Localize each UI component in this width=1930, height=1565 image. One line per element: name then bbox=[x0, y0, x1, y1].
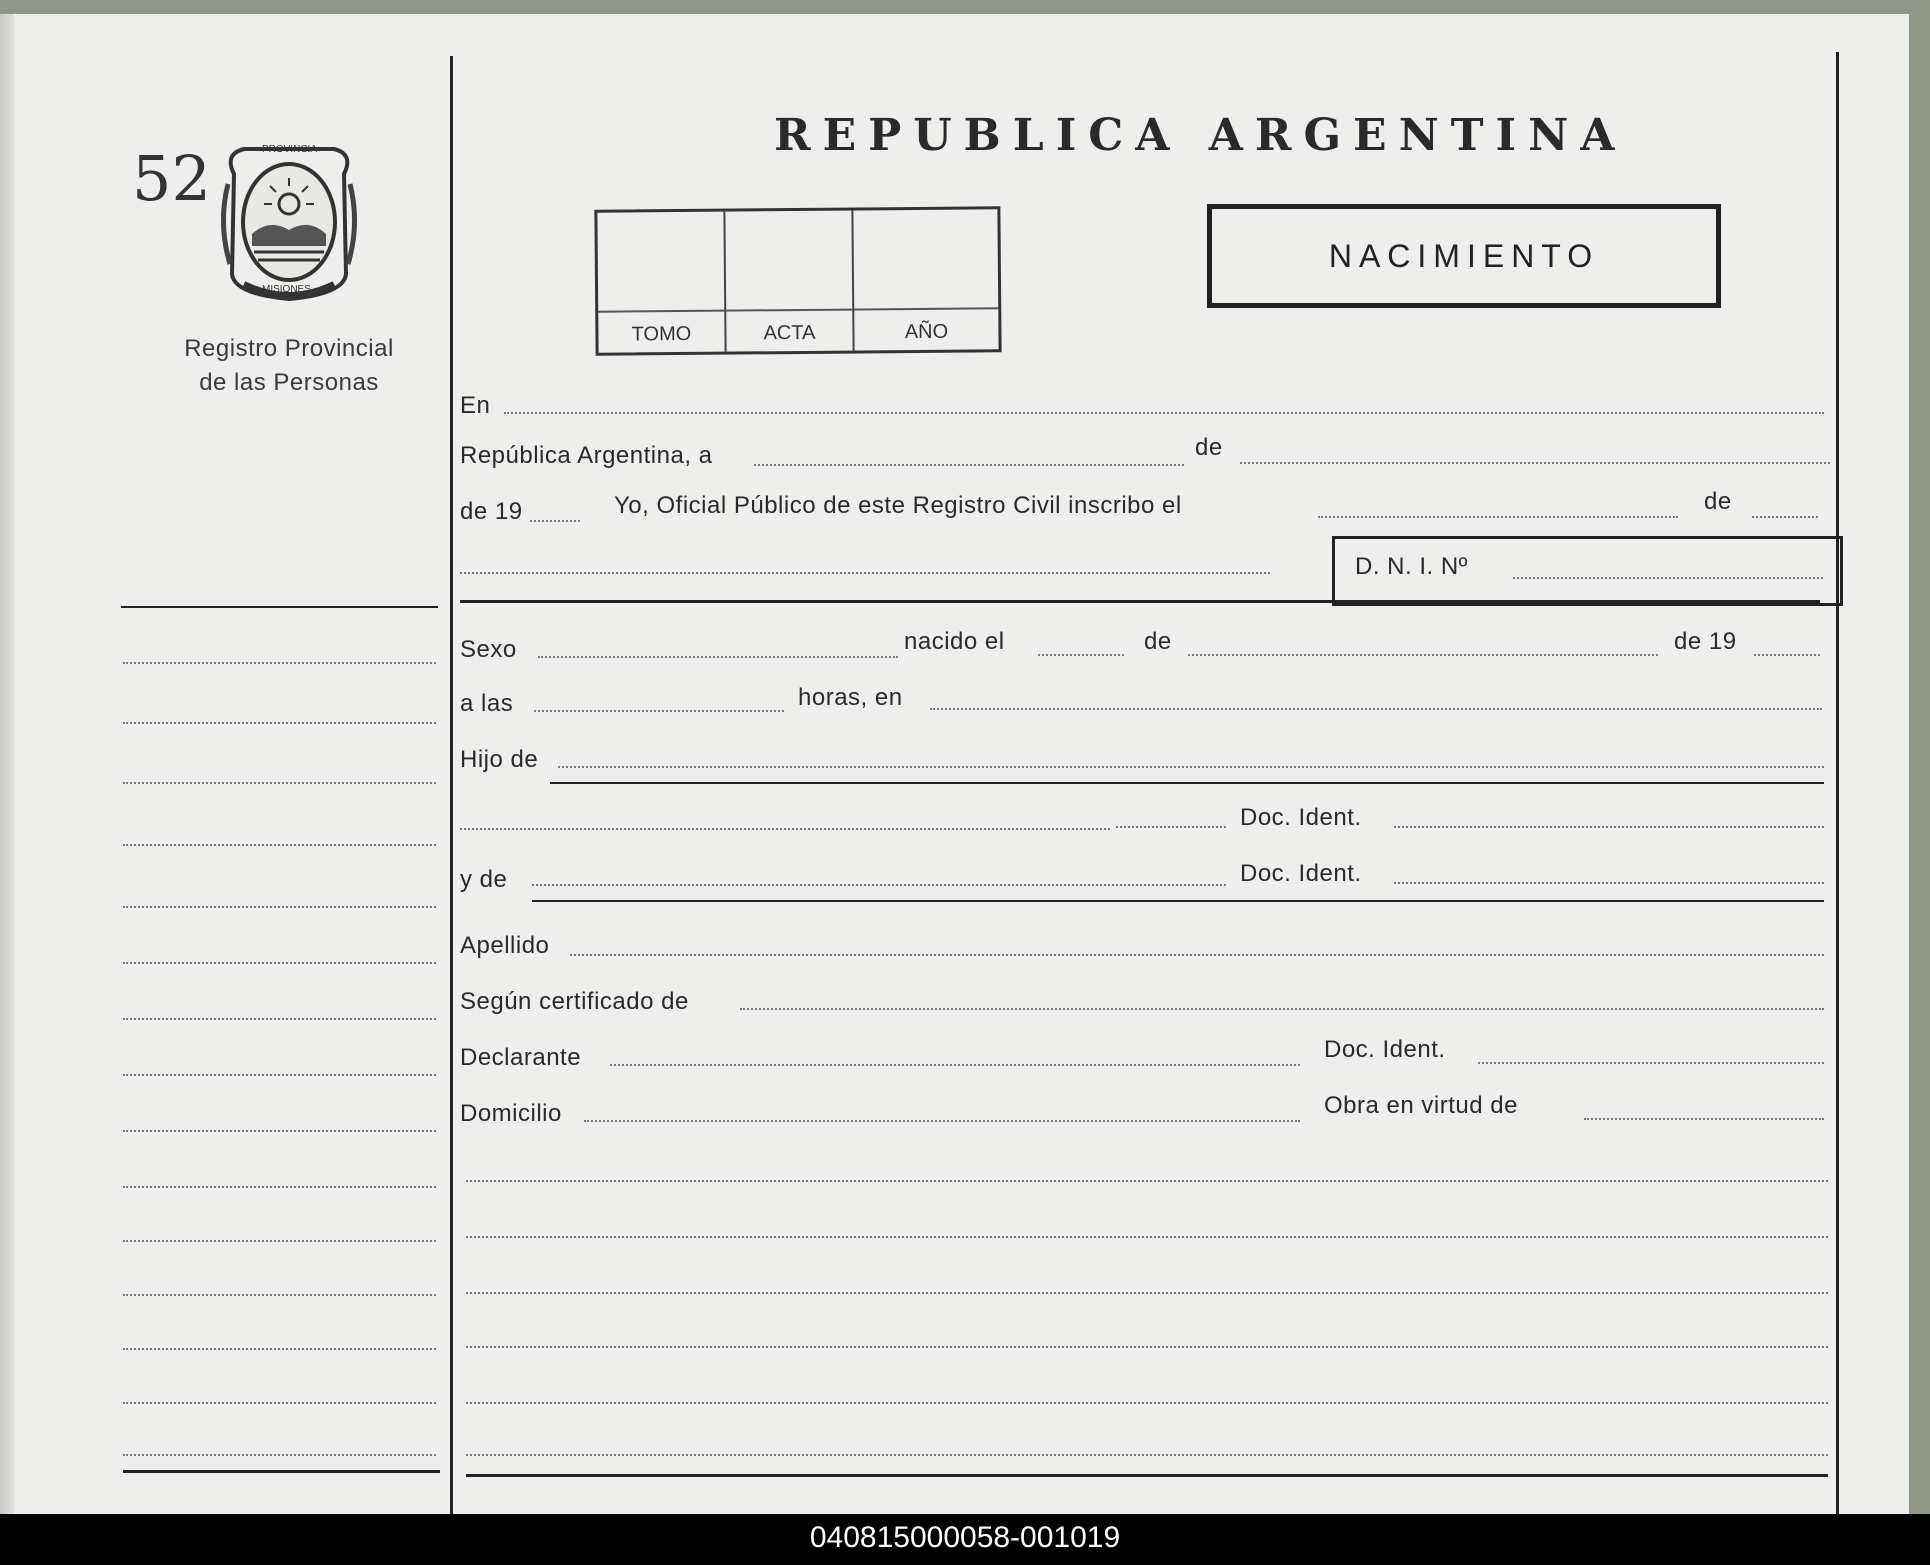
emblem-text-bottom: MISIONES bbox=[262, 284, 311, 295]
label-yo-oficial: Yo, Oficial Público de este Registro Civil inscribo el bbox=[614, 492, 1182, 519]
margin-note-line[interactable] bbox=[123, 844, 436, 846]
observation-line[interactable] bbox=[466, 1180, 1828, 1182]
dni-field[interactable] bbox=[1513, 577, 1823, 579]
label-doc-ident-1: Doc. Ident. bbox=[1240, 804, 1362, 831]
inscription-month-field[interactable] bbox=[1752, 516, 1818, 518]
tomo-label: TOMO bbox=[631, 322, 692, 346]
margin-note-line[interactable] bbox=[123, 962, 436, 964]
declarante-doc-field[interactable] bbox=[1478, 1062, 1824, 1064]
parent-2-field[interactable] bbox=[532, 884, 1226, 886]
acta-label: ACTA bbox=[763, 321, 816, 345]
label-y-de: y de bbox=[460, 866, 508, 893]
left-bottom-rule bbox=[123, 1470, 440, 1473]
anio-cell[interactable] bbox=[853, 209, 998, 350]
label-obra-en-virtud: Obra en virtud de bbox=[1324, 1092, 1518, 1119]
emblem-text-top: PROVINCIA bbox=[262, 144, 318, 155]
margin-note-line[interactable] bbox=[123, 1130, 436, 1132]
parent-1-rule bbox=[550, 782, 1824, 784]
column-divider bbox=[450, 56, 453, 1514]
label-republica-a: República Argentina, a bbox=[460, 442, 713, 469]
record-number-box bbox=[594, 206, 1001, 356]
observation-line[interactable] bbox=[466, 1292, 1828, 1294]
margin-note-line[interactable] bbox=[123, 1074, 436, 1076]
parent-1-extra-field-2[interactable] bbox=[1116, 826, 1226, 828]
acta-cell[interactable] bbox=[725, 211, 854, 352]
label-sexo: Sexo bbox=[460, 636, 517, 663]
sexo-field[interactable] bbox=[538, 656, 898, 658]
observation-line[interactable] bbox=[466, 1402, 1828, 1404]
name-field[interactable] bbox=[460, 572, 1270, 574]
margin-note-line[interactable] bbox=[123, 662, 436, 664]
parent-1-extra-field[interactable] bbox=[460, 828, 1110, 830]
domicilio-field[interactable] bbox=[584, 1120, 1300, 1122]
label-nacido-el: nacido el bbox=[904, 628, 1005, 655]
en-field[interactable] bbox=[504, 412, 1824, 414]
page-number: 52 bbox=[132, 142, 211, 215]
hour-field[interactable] bbox=[534, 710, 784, 712]
left-top-rule bbox=[121, 606, 438, 608]
margin-note-line[interactable] bbox=[123, 906, 436, 908]
tomo-cell[interactable] bbox=[597, 212, 726, 353]
label-horas-en: horas, en bbox=[798, 684, 903, 711]
parent-2-rule bbox=[532, 900, 1824, 902]
dni-box bbox=[1332, 536, 1843, 606]
certificate-field[interactable] bbox=[740, 1008, 1824, 1010]
margin-note-line[interactable] bbox=[123, 782, 436, 784]
act-type-box: NACIMIENTO bbox=[1207, 204, 1721, 308]
bottom-rule bbox=[466, 1474, 1828, 1477]
birth-place-field[interactable] bbox=[930, 708, 1822, 710]
observation-line[interactable] bbox=[466, 1454, 1828, 1456]
parent-1-field[interactable] bbox=[558, 766, 1824, 768]
birth-month-field[interactable] bbox=[1188, 654, 1658, 656]
label-de-2: de bbox=[1704, 488, 1732, 515]
birth-year-field[interactable] bbox=[1754, 654, 1820, 656]
observation-line[interactable] bbox=[466, 1346, 1828, 1348]
label-declarante: Declarante bbox=[460, 1044, 582, 1071]
parent-1-doc-field[interactable] bbox=[1394, 826, 1824, 828]
registry-line-1: Registro Provincial bbox=[184, 335, 394, 362]
registry-name bbox=[154, 332, 424, 400]
year-field[interactable] bbox=[530, 520, 580, 522]
birth-day-field[interactable] bbox=[1038, 654, 1124, 656]
page-title: REPUBLICA ARGENTINA bbox=[774, 110, 1627, 161]
margin-note-line[interactable] bbox=[123, 722, 436, 724]
margin-note-line[interactable] bbox=[123, 1240, 436, 1242]
declarante-field[interactable] bbox=[610, 1064, 1300, 1066]
form-page bbox=[14, 14, 1909, 1514]
month-field[interactable] bbox=[1240, 462, 1830, 464]
label-de-19-birth: de 19 bbox=[1674, 628, 1737, 655]
margin-note-line[interactable] bbox=[123, 1186, 436, 1188]
margin-note-line[interactable] bbox=[123, 1348, 436, 1350]
apellido-field[interactable] bbox=[570, 954, 1824, 956]
label-en: En bbox=[460, 392, 491, 419]
footer-code: 040815000058-001019 bbox=[809, 1521, 1121, 1554]
label-dni: D. N. I. Nº bbox=[1355, 553, 1468, 580]
label-apellido: Apellido bbox=[460, 932, 550, 959]
label-de-1: de bbox=[1195, 434, 1223, 461]
margin-note-line[interactable] bbox=[123, 1294, 436, 1296]
anio-label: AÑO bbox=[904, 320, 949, 344]
label-de-19: de 19 bbox=[460, 498, 523, 525]
obra-field[interactable] bbox=[1584, 1118, 1824, 1120]
margin-note-line[interactable] bbox=[123, 1018, 436, 1020]
day-field[interactable] bbox=[754, 464, 1184, 466]
observation-line[interactable] bbox=[466, 1236, 1828, 1238]
label-domicilio: Domicilio bbox=[460, 1100, 562, 1127]
registry-line-2: de las Personas bbox=[199, 369, 379, 396]
label-segun-certificado: Según certificado de bbox=[460, 988, 689, 1015]
margin-note-line[interactable] bbox=[123, 1454, 436, 1456]
right-border bbox=[1836, 52, 1839, 1514]
margin-note-line[interactable] bbox=[123, 1402, 436, 1404]
parent-2-doc-field[interactable] bbox=[1394, 882, 1824, 884]
section-rule-1 bbox=[460, 600, 1820, 603]
label-doc-ident-3: Doc. Ident. bbox=[1324, 1036, 1446, 1063]
label-hijo-de: Hijo de bbox=[460, 746, 539, 773]
label-doc-ident-2: Doc. Ident. bbox=[1240, 860, 1362, 887]
inscription-date-field[interactable] bbox=[1318, 516, 1678, 518]
label-a-las: a las bbox=[460, 690, 514, 717]
misiones-coat-of-arms-icon bbox=[214, 134, 364, 304]
label-de-3: de bbox=[1144, 628, 1172, 655]
